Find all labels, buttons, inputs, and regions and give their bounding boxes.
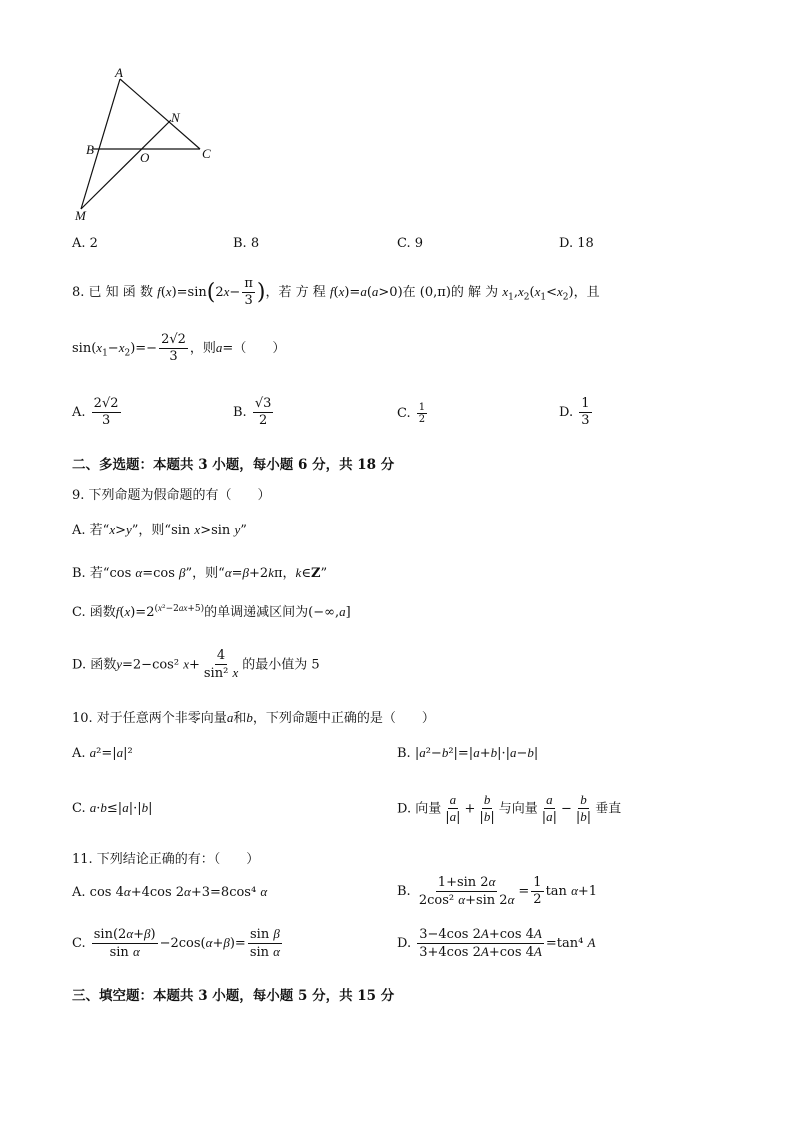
q9-option-a[interactable]: A. 若“x>y”，则“sin x>sin y” [72,522,247,538]
triangle-figure [70,62,230,224]
section-3-title: 三、填空题：本题共 3 小题，每小题 5 分，共 15 分 [72,988,395,1004]
q10-option-d[interactable]: D. 向量 $\frac{a}{|a|}$ + $\frac{b}{|b|}$ 与向量 $\frac{a}{|a|}$ − $\frac{b}{|b|}$ 垂直 [397,792,622,825]
label-o: O [140,150,150,165]
q10-option-a[interactable]: A. a²=|a|² [72,745,133,761]
q8-stem: 8. 已 知 函 数 f(x)=sin(2x− $\frac{\pi}{3}$ )，若 方 程 f(x)=a(a>0)在 (0,π)的 解 为 $x_1,x_2(x_1<x_2)$，且 [72,276,600,308]
q10-option-c[interactable]: C. a·b≤|a|·|b| [72,800,153,816]
q11-option-a[interactable]: A. cos 4α+4cos 2α+3=8cos⁴ α [72,884,268,900]
q7-option-d[interactable]: D. 18 [559,236,594,251]
q9-option-b[interactable]: B. 若“cos α=cos β”，则“α=β+2kπ，k∈Z” [72,565,328,581]
q9-option-c[interactable]: C. 函数$f(x)=2^{(x^2-2ax+5)}$的单调递减区间为(−∞,a] [72,602,351,620]
q9-option-d[interactable]: D. 函数y=2−cos² x+ $\frac{4}{\text{sin² x}}$ 的最小值为 5 [72,648,320,681]
label-c: C [202,146,211,161]
q11-option-d[interactable]: D. $\frac{3-4\cos 2A+\cos 4A}{3+4\cos 2A+\cos 4A}$ =tan⁴ A [397,926,596,960]
q10-option-b[interactable]: B. |a²−b²|=|a+b|·|a−b| [397,745,539,761]
q8-condition: $\sin(x_1-x_2)=-$ $\frac{2√2}{3}$ ，则a=（ ） [72,332,286,364]
q7-option-a[interactable]: A. 2 [72,236,98,251]
q9-stem: 9. 下列命题为假命题的有（ ） [72,488,271,503]
q11-stem: 11. 下列结论正确的有：（ ） [72,852,260,867]
label-a: A [115,65,123,80]
q7-option-b[interactable]: B. 8 [233,236,260,251]
q8-option-a[interactable]: A. $\frac{2√2}{3}$ [72,396,119,428]
section-2-title: 二、多选题：本题共 3 小题，每小题 6 分，共 18 分 [72,457,395,473]
q7-option-c[interactable]: C. 9 [397,236,424,251]
q11-option-c[interactable]: C. $\frac{\sin(2\alpha+\beta)}{\text{sin α}}$ −2cos(α+β)= $\frac{\text{sin β}}{\text{sin α}}$ [72,926,280,960]
q8-option-d[interactable]: D. $\frac{1}{3}$ [559,396,590,428]
q8-option-c[interactable]: C. $\frac{1}{2}$ [397,402,426,425]
label-b: B [86,142,94,157]
label-n: N [171,110,180,125]
q8-option-b[interactable]: B. $\frac{√3}{2}$ [233,396,272,428]
label-m: M [75,208,86,223]
q10-stem: 10. 对于任意两个非零向量a和b，下列命题中正确的是（ ） [72,710,435,726]
q11-option-b[interactable]: B. $\frac{1+\sin 2\alpha}{\text{2cos² α+sin 2α}}$ = $\frac{1}{2}$ tan α+1 [397,874,598,908]
